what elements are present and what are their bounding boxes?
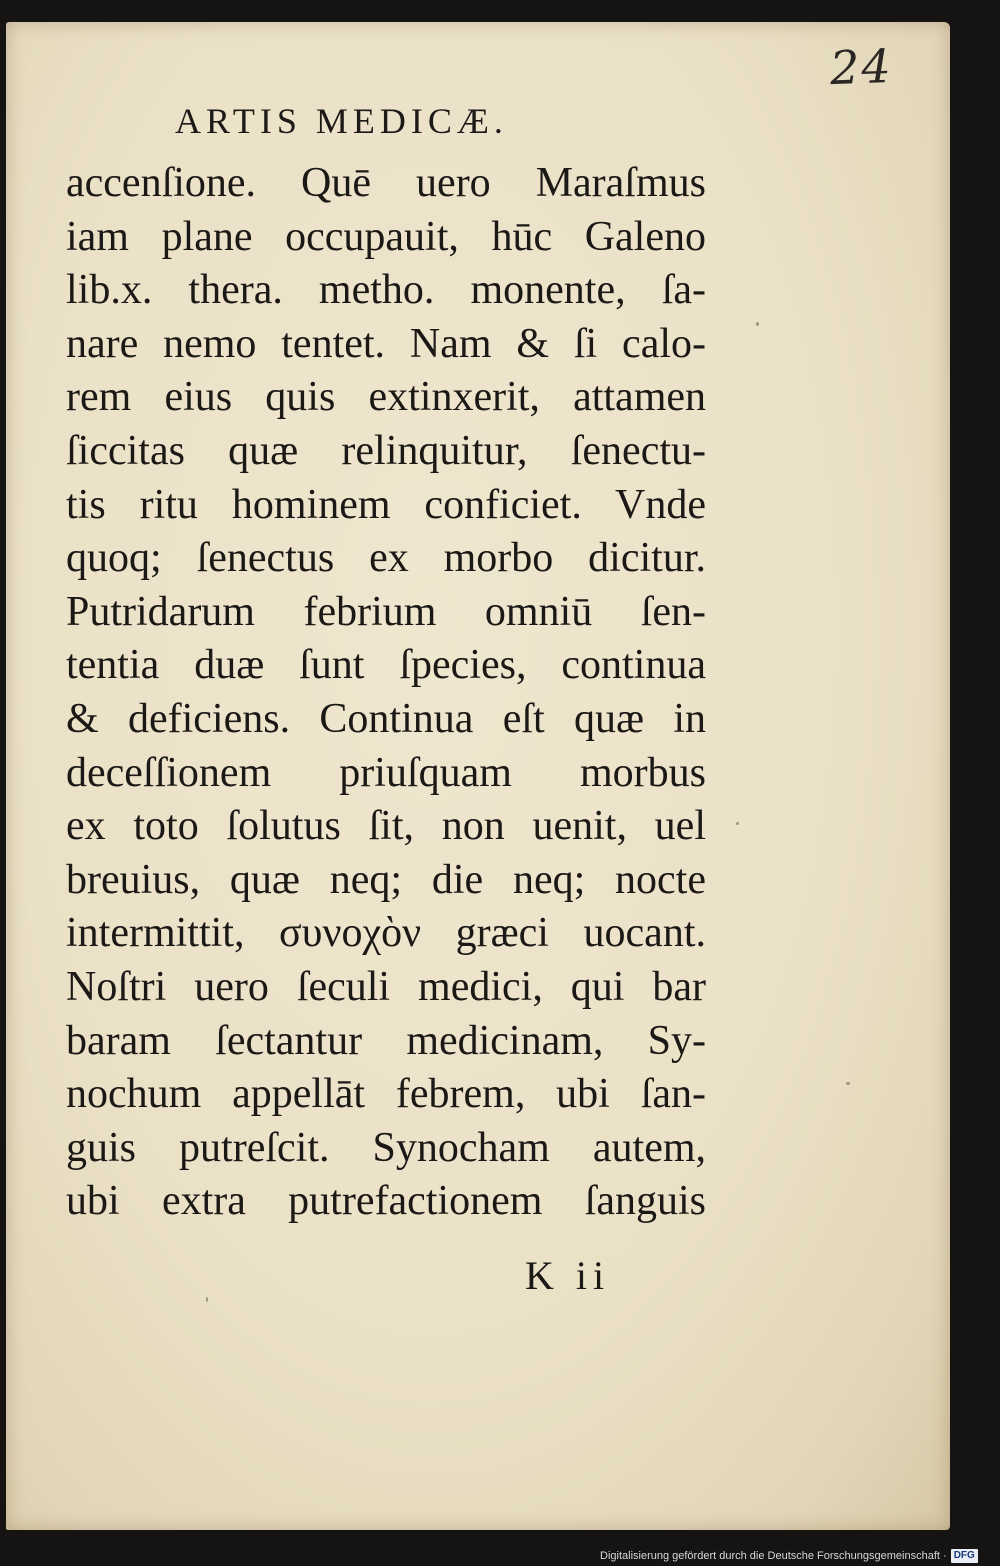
text-line: iam plane occupauit, hūc Galeno [66, 213, 706, 260]
text-line: & deficiens. Continua eſt quæ in [66, 695, 706, 742]
funding-credit: Digitalisierung gefördert durch die Deutsche Forschungsgemeinschaft · [600, 1550, 947, 1562]
body-text [66, 157, 706, 1229]
text-line: nare nemo tentet. Nam & ſi calo- [66, 320, 706, 367]
text-line: tis ritu hominem conficiet. Vnde [66, 481, 706, 528]
text-line: rem eius quis extinxerit, attamen [66, 374, 706, 421]
paper-speck [756, 322, 759, 326]
text-line: deceſſionem priuſquam morbus [66, 749, 706, 796]
text-line: ubi extra putrefactionem ſanguis [66, 1178, 706, 1225]
handwritten-page-number: 24 [829, 38, 894, 96]
text-line: breuius, quæ neq; die neq; nocte [66, 856, 706, 903]
text-line: guis putreſcit. Synocham autem, [66, 1124, 706, 1171]
text-line: Noſtri uero ſeculi medici, qui bar [66, 963, 706, 1010]
text-line: Putridarum febrium omniū ſen- [66, 588, 706, 635]
text-line: quoq; ſenectus ex morbo dicitur. [66, 535, 706, 582]
paper-speck [846, 1082, 850, 1085]
text-line: ſiccitas quæ relinquitur, ſenectu- [66, 427, 706, 474]
paper-speck [736, 822, 739, 825]
text-line: accenſione. Quē uero Maraſmus [66, 160, 706, 206]
signature-mark: K ii [525, 1253, 611, 1298]
text-line: intermittit, συνοχὸν græci uocant. [66, 910, 706, 957]
text-line: nochum appellāt febrem, ubi ſan- [66, 1071, 706, 1118]
text-line: baram ſectantur medicinam, Sy- [66, 1017, 706, 1064]
text-line: tentia duæ ſunt ſpecies, continua [66, 642, 706, 689]
digitization-footer [600, 1546, 978, 1566]
dfg-logo-icon: DFG [951, 1549, 978, 1563]
paper-speck [206, 1297, 208, 1302]
running-head: ARTIS MEDICÆ. [175, 101, 508, 141]
text-line: lib.x. thera. metho. monente, ſa- [66, 267, 706, 314]
text-line: ex toto ſolutus ſit, non uenit, uel [66, 803, 706, 850]
